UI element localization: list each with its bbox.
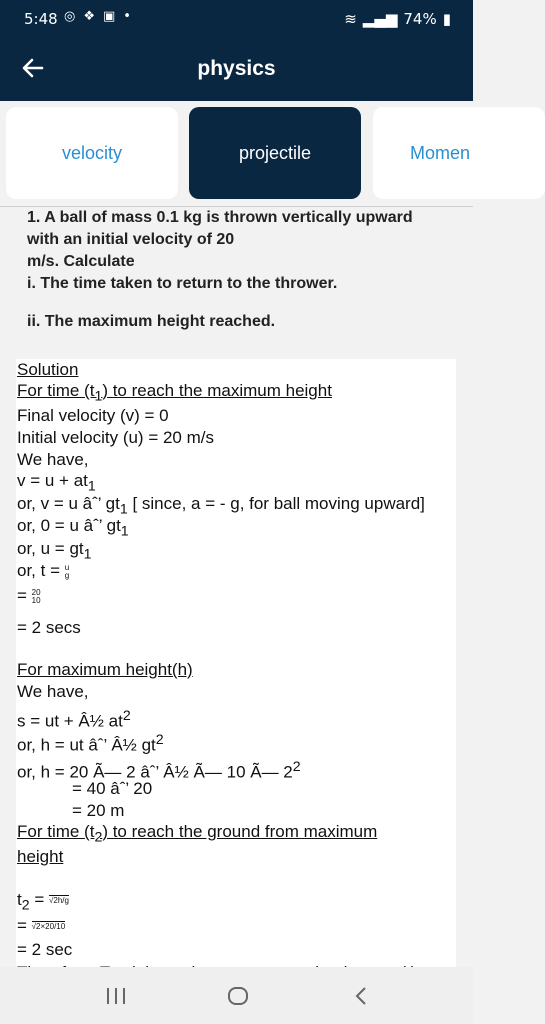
solution-line: or, $u = gt_1$ xyxy=(17,539,92,563)
question-block xyxy=(27,207,457,333)
home-icon[interactable] xyxy=(226,985,250,1007)
tab-momentum[interactable]: Momen xyxy=(373,107,545,199)
topic-tabs xyxy=(0,101,473,206)
question-line: m/s. Calculate xyxy=(27,253,135,270)
question-line: ii. The maximum height reached. xyxy=(27,313,276,330)
back-icon[interactable] xyxy=(350,985,374,1007)
signal-icon: ▂▄▆ xyxy=(362,10,398,28)
solution-line: For time $(t_1)$ to reach the maximum height xyxy=(17,381,332,405)
solution-line: = 20 m xyxy=(72,801,125,820)
status-bar xyxy=(0,0,473,37)
solution-line: $t_2 = √2h/g$ xyxy=(17,890,69,914)
tab-velocity[interactable]: velocity xyxy=(6,107,178,199)
solution-line: s = ut + Â½ $at^2$ xyxy=(17,708,131,731)
solution-heading: For time $(t_2)$ to reach the ground from maximum xyxy=(17,822,378,846)
fraction: 20 10 xyxy=(31,587,41,605)
solution-heading: Solution xyxy=(17,360,79,379)
question-line: 1. A ball of mass 0.1 kg is thrown vertically upward xyxy=(27,209,413,226)
battery-icon: ▮ xyxy=(442,10,451,28)
solution-line: or, h = 20 Ã— 2 âˆ’ Â½ Ã— 10 Ã— $2^2$ xyxy=(17,759,301,782)
diamond-icon: ❖ xyxy=(83,9,95,24)
tab-projectile[interactable]: projectile xyxy=(189,107,361,199)
solution-line: Final velocity (v) = 0 xyxy=(17,406,169,425)
solution-line: = 40 âˆ’ 20 xyxy=(72,779,153,798)
recent-apps-icon[interactable] xyxy=(104,985,128,1007)
page-title: physics xyxy=(197,57,276,80)
solution-line: = 2 secs xyxy=(17,618,81,637)
solution-block xyxy=(16,359,456,969)
solution-line: We have, xyxy=(17,450,89,469)
solution-line: or, v = u âˆ’ $gt_1$ [ since, a = - g, for ball moving upward] xyxy=(17,494,425,518)
fraction: u g xyxy=(64,562,70,580)
question-line: with an initial velocity of 20 xyxy=(27,231,235,248)
status-time: 5:48 xyxy=(24,10,58,28)
solution-line: Initial velocity (u) = 20 m/s xyxy=(17,428,214,447)
battery-percent: 74% xyxy=(403,10,437,28)
question-line: i. The time taken to return to the thrower. xyxy=(27,275,338,292)
notification-icons xyxy=(64,9,131,24)
wifi-icon: ≋ xyxy=(344,10,357,28)
system-nav-bar xyxy=(0,967,473,1024)
instagram-icon: ◎ xyxy=(64,9,76,24)
solution-heading: height xyxy=(17,847,64,866)
content-area xyxy=(0,207,473,967)
solution-line: = 20 10 xyxy=(17,586,41,605)
status-right xyxy=(344,10,451,28)
solution-line: or, h = ut âˆ’ Â½ $gt^2$ xyxy=(17,732,164,755)
solution-line: We have, xyxy=(17,682,89,701)
solution-line: = √2×20/10 xyxy=(17,916,66,935)
solution-line: $v = u + at_1$ xyxy=(17,471,96,495)
dot-icon: • xyxy=(123,9,131,24)
app-bar xyxy=(0,37,473,101)
solution-line: = 2 sec xyxy=(17,940,73,959)
image-icon: ▣ xyxy=(103,9,116,24)
solution-line: or, t = u g xyxy=(17,561,70,580)
solution-heading: For maximum height(h) xyxy=(17,660,193,679)
solution-line: or, 0 = u âˆ’ $gt_1$ xyxy=(17,516,129,540)
